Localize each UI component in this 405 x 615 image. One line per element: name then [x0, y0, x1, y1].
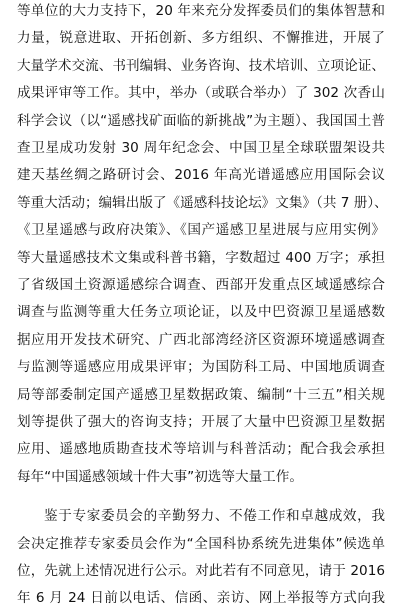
text-line: 等大量遥感技术文集或科普书籍，字数超过 400 万字；承担	[17, 249, 385, 266]
text-line: 科学会议（以“遥感找矿面临的新挑战”为主题）、我国国土普	[17, 112, 385, 129]
text-line: 查卫星成功发射 30 周年纪念会、中国卫星全球联盟架设共	[17, 140, 385, 156]
text-line: 应用、遥感地质勘查技术等培训与科普活动；配合我会承担	[17, 441, 385, 458]
text-line: 与监测等遥感应用成果评审；为国防科工局、中国地质调查	[17, 359, 385, 376]
text-line: 划等提供了强大的咨询支持；开展了大量中巴资源卫星数据	[17, 414, 385, 430]
text-line: 等单位的大力支持下，20 年来充分发挥委员们的集体智慧和	[17, 3, 385, 19]
text-line: 了省级国土资源遥感综合调查、西部开发重点区域遥感综合	[17, 277, 385, 293]
text-line: 成果评审等工作。其中，举办（或联合举办）了 302 次香山	[17, 85, 385, 102]
text-line: 大量学术交流、书刊编辑、业务咨询、技术培训、立项论证、	[17, 57, 385, 74]
text-line: 《卫星遥感与政府决策》、《国产遥感卫星进展与应用实例》	[17, 222, 385, 239]
text-line: 局等部委制定国产遥感卫星数据政策、编制“十三五”相关规	[17, 386, 385, 403]
text-line: 力量，锐意进取、开拓创新、多方组织、不懈推进，开展了	[17, 30, 385, 47]
text-line: 会决定推荐专家委员会作为“全国科协系统先进集体”候选单	[17, 535, 385, 552]
text-line: 建天基丝绸之路研讨会、2016 年高光谱遥感应用国际会议	[17, 167, 385, 184]
text-line: 鉴于专家委员会的辛勤努力、不倦工作和卓越成效，我	[44, 508, 385, 525]
text-line: 据应用开发技术研究、广西北部湾经济区资源环境遥感调查	[17, 331, 385, 348]
text-line: 年 6 月 24 日前以电话、信函、亲访、网上举报等方式向我	[17, 590, 385, 607]
text-line: 位，先就上述情况进行公示。对此若有不同意见，请于 2016	[17, 563, 385, 579]
text-line: 每年“中国遥感领域十件大事”初选等大量工作。	[17, 468, 303, 485]
text-line: 等重大活动；编辑出版了《遥感科技论坛》文集》（共 7 册）、	[17, 194, 388, 211]
text-line: 调查与监测等重大任务立项论证，以及中巴资源卫星遥感数	[17, 304, 385, 321]
